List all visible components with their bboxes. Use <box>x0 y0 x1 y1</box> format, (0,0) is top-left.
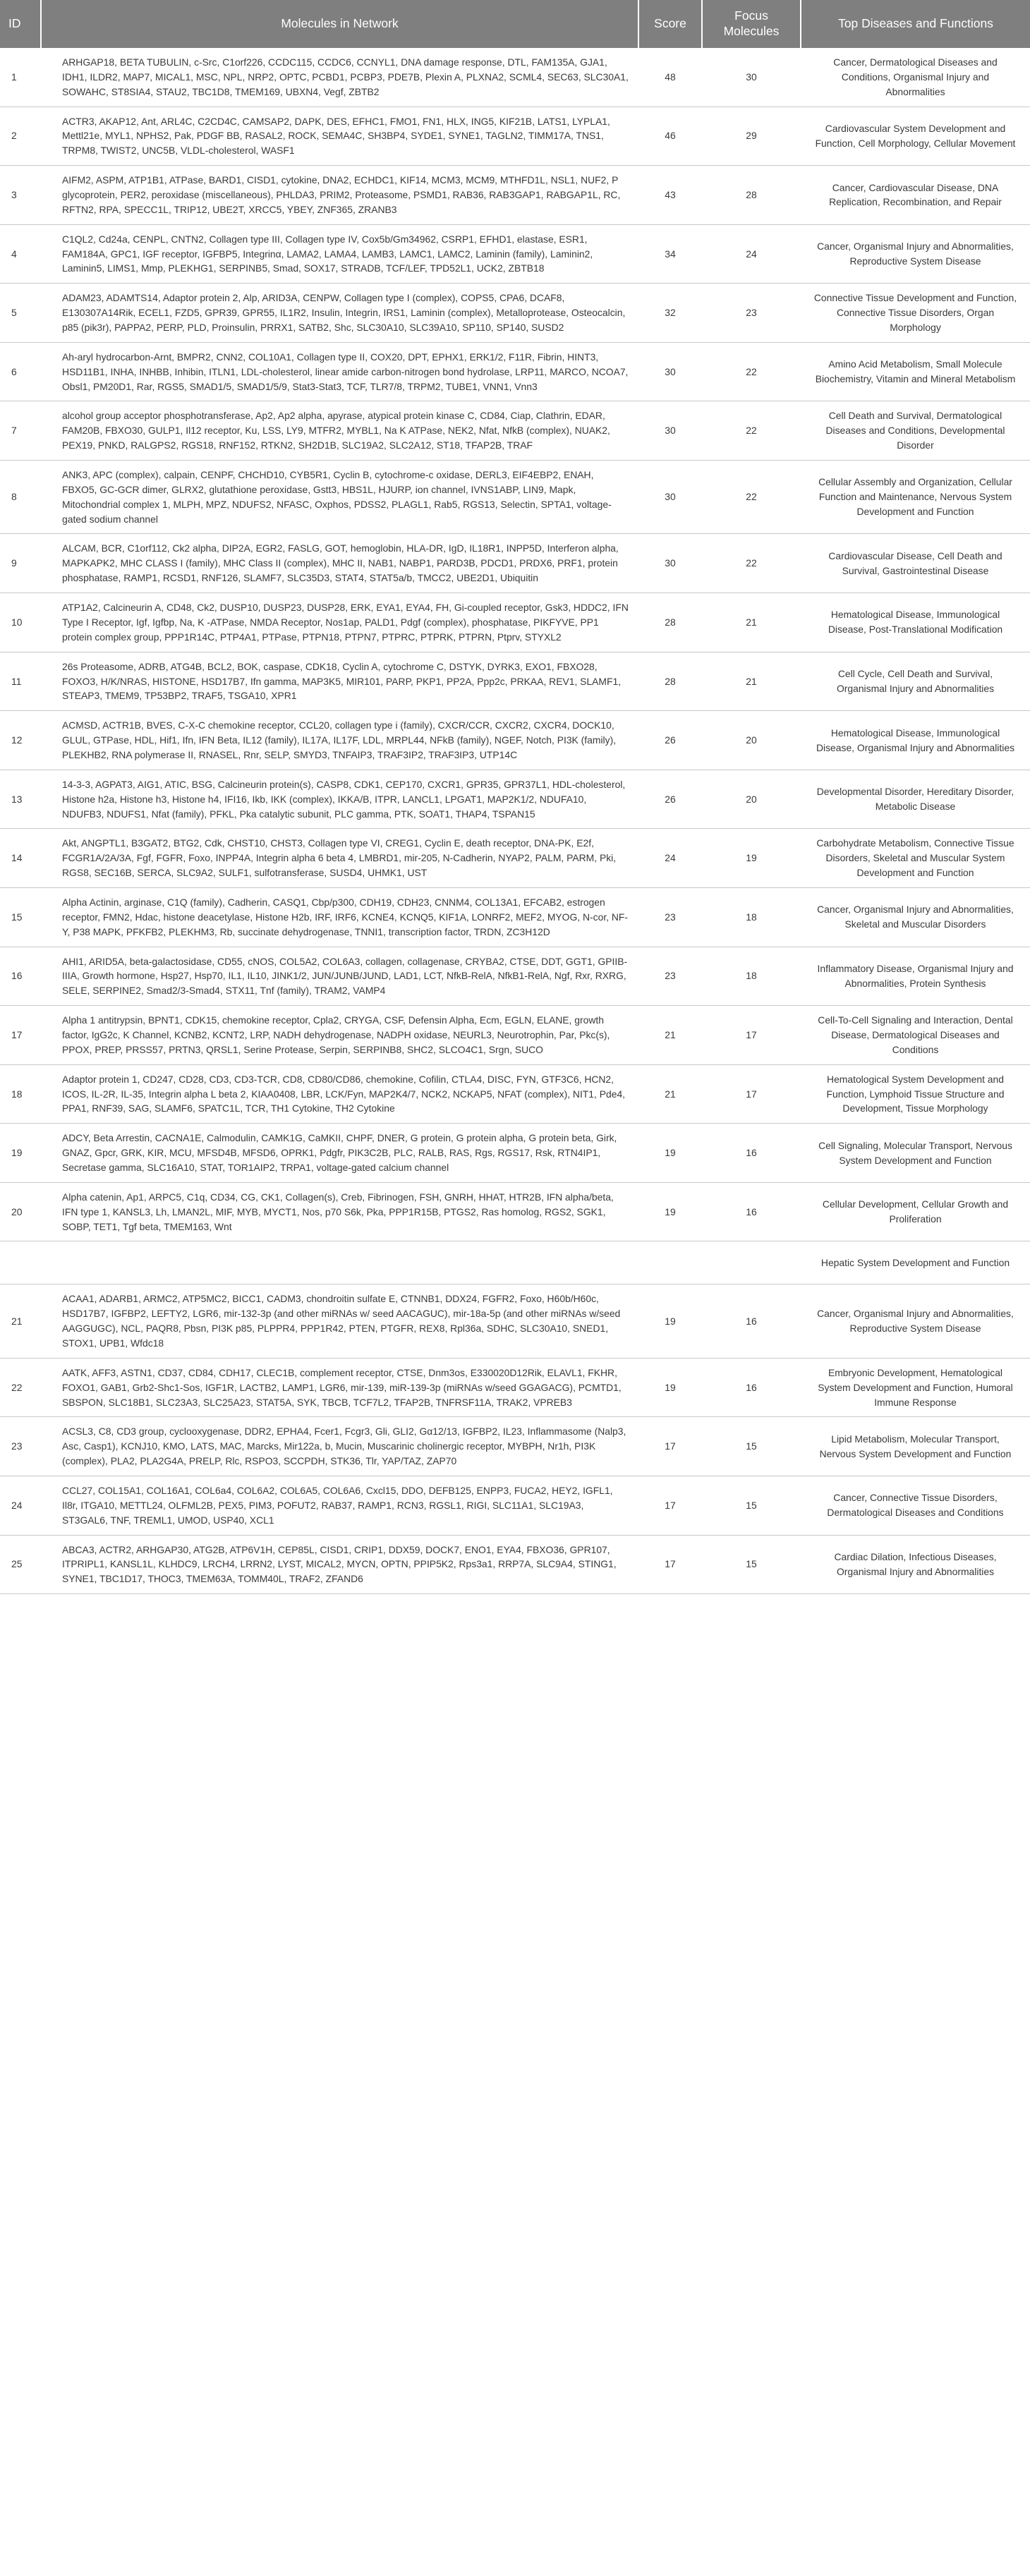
row-score: 43 <box>638 166 702 225</box>
table-row <box>0 887 1030 947</box>
row-score: 28 <box>638 593 702 652</box>
row-molecules: Adaptor protein 1, CD247, CD28, CD3, CD3-TCR, CD8, CD80/CD86, chemokine, Cofilin, CTLA4, DISC, FYN, GTF3C6, HCN2, ICOS, IL-2R, IL-35, Integrin alpha L beta 2, KIAA0408, LBR, LCK/Fyn, MAP2K4/7, NCK2, NCKAP5, NFAT (complex), NIT1, Pde4, PPA1, RNF39, SAG, SLAMF6, SPATC1L, TCR, TH1 Cytokine, TH2 Cytokine <box>41 1064 638 1124</box>
row-id: 8 <box>0 461 41 534</box>
table-row <box>0 593 1030 652</box>
row-focus-molecules: 18 <box>702 947 801 1006</box>
row-diseases: Cell Cycle, Cell Death and Survival, Organismal Injury and Abnormalities <box>801 652 1030 711</box>
row-diseases: Cancer, Organismal Injury and Abnormalities, Reproductive System Disease <box>801 224 1030 284</box>
header-id: ID <box>0 0 41 48</box>
table-row <box>0 1535 1030 1594</box>
row-id: 11 <box>0 652 41 711</box>
row-score: 34 <box>638 224 702 284</box>
table-row <box>0 1284 1030 1358</box>
row-score: 24 <box>638 829 702 888</box>
row-focus-molecules: 19 <box>702 829 801 888</box>
row-score: 26 <box>638 770 702 829</box>
table-row <box>0 342 1030 401</box>
row-diseases: Cancer, Cardiovascular Disease, DNA Replication, Recombination, and Repair <box>801 166 1030 225</box>
table-header <box>0 0 1030 48</box>
row-id: 17 <box>0 1006 41 1065</box>
row-diseases: Hematological Disease, Immunological Disease, Organismal Injury and Abnormalities <box>801 711 1030 770</box>
row-id <box>0 1241 41 1284</box>
row-focus-molecules <box>702 1241 801 1284</box>
row-focus-molecules: 24 <box>702 224 801 284</box>
row-molecules: AATK, AFF3, ASTN1, CD37, CD84, CDH17, CLEC1B, complement receptor, CTSE, Dnm3os, E330020D12Rik, ELAVL1, FKHR, FOXO1, GAB1, Grb2-Shc1-Sos, IGF1R, LACTB2, LAMP1, LGR6, mir-139, miR-139-3p (miRNAs w/seed GGAGACG), PCMTD1, SBSPON, SLC18B1, SLC23A3, SLC25A23, STAT5A, SYK, TBCB, TCF7L2, TFAP2B, TNFRSF11A, TRAK2, VPREB3 <box>41 1358 638 1417</box>
table-row <box>0 1241 1030 1284</box>
table-row <box>0 1358 1030 1417</box>
row-molecules: ALCAM, BCR, C1orf112, Ck2 alpha, DIP2A, EGR2, FASLG, GOT, hemoglobin, HLA-DR, IgD, IL18R1, INPP5D, Interferon alpha, MAPKAPK2, MHC CLASS I (family), MHC Class II (complex), MHC II, NAB1, NABP1, PARD3B, PDCD1, PRDX6, PRF1, protein phosphatase, RAMP1, RCSD1, RNF126, SLAMF7, SLC35D3, STAT4, STAT5a/b, TMCC2, UBE2D1, Ubiquitin <box>41 534 638 593</box>
row-focus-molecules: 22 <box>702 342 801 401</box>
row-molecules: ADAM23, ADAMTS14, Adaptor protein 2, Alp, ARID3A, CENPW, Collagen type I (complex), COPS5, CPA6, DCAF8, E130307A14Rik, ECEL1, FZD5, GPR39, GPR55, IL1R2, Insulin, Integrin, IRS1, Laminin (complex), Metalloprotease, Osteocalcin, p85 (pik3r), PAPPA2, PERP, PLD, Proinsulin, PRRX1, SATB2, Shc, SLC30A10, SLC39A10, SP110, SP140, SUSD2 <box>41 284 638 343</box>
table-row <box>0 1182 1030 1241</box>
row-score: 19 <box>638 1358 702 1417</box>
row-id: 18 <box>0 1064 41 1124</box>
row-diseases: Cellular Development, Cellular Growth and Proliferation <box>801 1182 1030 1241</box>
row-id: 12 <box>0 711 41 770</box>
row-id: 20 <box>0 1182 41 1241</box>
row-focus-molecules: 16 <box>702 1124 801 1183</box>
row-diseases: Inflammatory Disease, Organismal Injury and Abnormalities, Protein Synthesis <box>801 947 1030 1006</box>
row-score: 17 <box>638 1535 702 1594</box>
row-diseases: Amino Acid Metabolism, Small Molecule Biochemistry, Vitamin and Mineral Metabolism <box>801 342 1030 401</box>
row-id: 16 <box>0 947 41 1006</box>
row-diseases: Cell Signaling, Molecular Transport, Nervous System Development and Function <box>801 1124 1030 1183</box>
row-molecules: ABCA3, ACTR2, ARHGAP30, ATG2B, ATP6V1H, CEP85L, CISD1, CRIP1, DDX59, DOCK7, ENO1, EYA4, FBXO36, GPR107, ITPRIPL1, KANSL1L, KLHDC9, LRCH4, LRRN2, LYST, MICAL2, MYCN, OPTN, PPIP5K2, Rps3a1, RRP7A, SLC9A4, STING1, SYNE1, TBC1D17, THOC3, TMEM63A, TOMM40L, TRAF2, ZFAND6 <box>41 1535 638 1594</box>
row-id: 22 <box>0 1358 41 1417</box>
row-focus-molecules: 15 <box>702 1417 801 1476</box>
header-top-diseases: Top Diseases and Functions <box>801 0 1030 48</box>
row-id: 3 <box>0 166 41 225</box>
row-score: 19 <box>638 1182 702 1241</box>
table-row <box>0 534 1030 593</box>
row-focus-molecules: 16 <box>702 1358 801 1417</box>
row-diseases: Hepatic System Development and Function <box>801 1241 1030 1284</box>
header-score: Score <box>638 0 702 48</box>
header-focus-molecules: Focus Molecules <box>702 0 801 48</box>
row-score: 23 <box>638 887 702 947</box>
row-molecules: ACAA1, ADARB1, ARMC2, ATP5MC2, BICC1, CADM3, chondroitin sulfate E, CTNNB1, DDX24, FGFR2, Foxo, H60b/H60c, HSD17B7, IGFBP2, LEFTY2, LGR6, mir-132-3p (and other miRNAs w/ seed AACAGUC), mir-18a-5p (and other miRNAs w/seed AAGGUGC), NCL, PAQR8, Pbsn, PI3K p85, PLPPR4, PPP1R42, PTEN, PTGFR, REX8, Rpl36a, SDHC, SLC30A10, SNED1, STOX1, UPB1, Wfdc18 <box>41 1284 638 1358</box>
row-molecules: ACSL3, C8, CD3 group, cyclooxygenase, DDR2, EPHA4, Fcer1, Fcgr3, Gli, GLI2, Gα12/13, IGFBP2, IL23, Inflammasome (Nalp3, Asc, Casp1), KCNJ10, KMO, LATS, MAC, Marcks, Mir122a, b, Mucin, Muscarinic cholinergic receptor, MYBPH, Nr1h, PI3K (complex), PLA2, PLA2G4A, PRELP, Rlc, RSPO3, SCCPDH, STK36, Tlr, YAP/TAZ, ZAP70 <box>41 1417 638 1476</box>
row-score: 19 <box>638 1284 702 1358</box>
header-row <box>0 0 1030 48</box>
row-molecules: AHI1, ARID5A, beta-galactosidase, CD55, cNOS, COL5A2, COL6A3, collagen, collagenase, CRYBA2, CTSE, DDT, GGT1, GPIIB-IIIA, Growth hormone, Hsp27, Hsp70, IL1, IL10, JINK1/2, JUN/JUNB/JUND, LAD1, LCT, NfkB-RelA, NfkB1-RelA, Ngf, Rxr, RXRG, SELE, SERPINE2, Smad2/3-Smad4, STX11, Tnf (family), TRAM2, VAMP4 <box>41 947 638 1006</box>
table-row <box>0 1124 1030 1183</box>
row-molecules: CCL27, COL15A1, COL16A1, COL6a4, COL6A2, COL6A5, COL6A6, Cxcl15, DDO, DEFB125, ENPP3, FUCA2, HEY2, IGFL1, Il8r, ITGA10, METTL24, OLFML2B, PEX5, PIM3, POFUT2, RAB37, RAMP1, RCN3, RGSL1, RIGI, SLC11A1, SLC19A3, ST3GAL6, TNF, TREML1, UMOD, USP40, XCL1 <box>41 1476 638 1536</box>
table-row <box>0 652 1030 711</box>
row-molecules: AIFM2, ASPM, ATP1B1, ATPase, BARD1, CISD1, cytokine, DNA2, ECHDC1, KIF14, MCM3, MCM9, MTHFD1L, NSL1, NUF2, P glycoprotein, PER2, peroxidase (miscellaneous), PHLDA3, PRIM2, Proteasome, PSMD1, RAB36, RAB3GAP1, RABGAP1L, RC, RFTN2, RPA, SPECC1L, TRIP12, UBE2T, XRCC5, YBEY, ZNF365, ZRANB3 <box>41 166 638 225</box>
row-molecules: alcohol group acceptor phosphotransferase, Ap2, Ap2 alpha, apyrase, atypical protein kinase C, CD84, Ciap, Clathrin, EDAR, FAM20B, FBXO30, GULP1, Il12 receptor, Ku, LSS, LY9, MTFR2, MYBL1, Na K ATPase, NEK2, Nfat, NfkB (complex), NUAK2, PEX19, PNKD, RALGPS2, RGS18, RNF152, RTKN2, SH2D1B, SLC19A2, SLC2A12, ST18, TFAP2B, TRAF <box>41 401 638 461</box>
row-diseases: Developmental Disorder, Hereditary Disorder, Metabolic Disease <box>801 770 1030 829</box>
row-focus-molecules: 23 <box>702 284 801 343</box>
table-row <box>0 947 1030 1006</box>
row-score: 30 <box>638 534 702 593</box>
row-diseases: Cancer, Dermatological Diseases and Conditions, Organismal Injury and Abnormalities <box>801 48 1030 107</box>
row-focus-molecules: 28 <box>702 166 801 225</box>
row-molecules: ANK3, APC (complex), calpain, CENPF, CHCHD10, CYB5R1, Cyclin B, cytochrome-c oxidase, DERL3, EIF4EBP2, ENAH, FBXO5, GC-GCR dimer, GLRX2, glutathione peroxidase, Gstt3, HBS1L, HJURP, ion channel, IVNS1ABP, LIN9, Mapk, Mitochondrial complex 1, MLPH, MPZ, NDUFS2, NFASC, Oxphos, PDSS2, PLAGL1, Rab5, RGS13, Selectin, SPTA1, voltage-gated sodium channel <box>41 461 638 534</box>
row-id: 15 <box>0 887 41 947</box>
row-focus-molecules: 15 <box>702 1535 801 1594</box>
header-molecules: Molecules in Network <box>41 0 638 48</box>
table-row <box>0 224 1030 284</box>
row-diseases: Cancer, Connective Tissue Disorders, Dermatological Diseases and Conditions <box>801 1476 1030 1536</box>
row-score: 46 <box>638 107 702 166</box>
row-score: 21 <box>638 1064 702 1124</box>
row-score: 32 <box>638 284 702 343</box>
row-id: 1 <box>0 48 41 107</box>
row-molecules: ADCY, Beta Arrestin, CACNA1E, Calmodulin, CAMK1G, CaMKII, CHPF, DNER, G protein, G protein alpha, G protein beta, Girk, GNAZ, Gpcr, GRK, KIR, MCU, MFSD4B, MFSD6, OPRK1, Pdgfr, PIK3C2B, PLC, RALB, RAS, Rgs, RGS17, Rsk, RTN4IP1, Secretase gamma, SLC16A10, STAT, TOR1AIP2, TRPA1, voltage-gated calcium channel <box>41 1124 638 1183</box>
row-diseases: Cell-To-Cell Signaling and Interaction, Dental Disease, Dermatological Diseases and Conditions <box>801 1006 1030 1065</box>
row-focus-molecules: 29 <box>702 107 801 166</box>
row-diseases: Hematological Disease, Immunological Disease, Post-Translational Modification <box>801 593 1030 652</box>
table-row <box>0 166 1030 225</box>
row-id: 7 <box>0 401 41 461</box>
row-score: 17 <box>638 1417 702 1476</box>
table-row <box>0 401 1030 461</box>
row-id: 6 <box>0 342 41 401</box>
row-focus-molecules: 15 <box>702 1476 801 1536</box>
row-molecules: 14-3-3, AGPAT3, AIG1, ATIC, BSG, Calcineurin protein(s), CASP8, CDK1, CEP170, CXCR1, GPR35, GPR37L1, HDL-cholesterol, Histone h2a, Histone h3, Histone h4, IFI16, Ikb, IKK (complex), IKKA/B, ITPR, LANCL1, LPGAT1, MAP2K1/2, NDUFA10, NDUFB3, NDUFS1, Nfat (family), PFKL, Pka catalytic subunit, PLC gamma, PTK, SOAT1, THAP4, TSPAN15 <box>41 770 638 829</box>
row-id: 21 <box>0 1284 41 1358</box>
row-id: 23 <box>0 1417 41 1476</box>
table-row <box>0 829 1030 888</box>
row-focus-molecules: 21 <box>702 593 801 652</box>
row-score: 28 <box>638 652 702 711</box>
row-diseases: Carbohydrate Metabolism, Connective Tissue Disorders, Skeletal and Muscular System Development and Function <box>801 829 1030 888</box>
table-row <box>0 711 1030 770</box>
table-row <box>0 461 1030 534</box>
row-focus-molecules: 20 <box>702 770 801 829</box>
row-focus-molecules: 21 <box>702 652 801 711</box>
row-molecules: Ah-aryl hydrocarbon-Arnt, BMPR2, CNN2, COL10A1, Collagen type II, COX20, DPT, EPHX1, ERK1/2, F11R, Fibrin, HINT3, HSD11B1, INHA, INHBB, Inhibin, ITLN1, LDL-cholesterol, linear amide carbon-nitrogen bond hydrolase, LRP11, MARCO, NCOA7, Obsl1, PM20D1, Rar, RGS5, SMAD1/5, SMAD1/5/9, Stat3-Stat3, TCF, TLR7/8, TRPM2, TUBE1, VNN1, Vnn3 <box>41 342 638 401</box>
row-score: 48 <box>638 48 702 107</box>
row-id: 14 <box>0 829 41 888</box>
row-id: 4 <box>0 224 41 284</box>
row-focus-molecules: 17 <box>702 1064 801 1124</box>
row-score: 26 <box>638 711 702 770</box>
row-id: 9 <box>0 534 41 593</box>
row-score: 30 <box>638 342 702 401</box>
table-row <box>0 284 1030 343</box>
row-score <box>638 1241 702 1284</box>
row-molecules: C1QL2, Cd24a, CENPL, CNTN2, Collagen type III, Collagen type IV, Cox5b/Gm34962, CSRP1, EFHD1, elastase, ESR1, FAM184A, GPC1, IGF receptor, IGFBP5, Integrinα, LAMA2, LAMA4, LAMB3, LAMC1, LAMC2, Laminin (family), Laminin2, Laminin5, LIMS1, Mmp, PLEKHG1, SERPINB5, Smad, SOX17, STRADB, TCF/LEF, TPD52L1, UCK2, ZBTB18 <box>41 224 638 284</box>
row-molecules: ARHGAP18, BETA TUBULIN, c-Src, C1orf226, CCDC115, CCDC6, CCNYL1, DNA damage response, DTL, FAM135A, GJA1, IDH1, ILDR2, MAP7, MICAL1, MSC, NPL, NRP2, OPTC, PCBD1, PCBP3, PDE7B, Plexin A, PLXNA2, SCML4, SEC63, SLC30A1, SOWAHC, ST8SIA4, STAU2, TBC1D8, TMEM169, UBXN4, Vegf, ZBTB2 <box>41 48 638 107</box>
table-row <box>0 1006 1030 1065</box>
row-molecules: Alpha catenin, Ap1, ARPC5, C1q, CD34, CG, CK1, Collagen(s), Creb, Fibrinogen, FSH, GNRH, HHAT, HTR2B, IFN alpha/beta, IFN type 1, KANSL3, Lh, LMAN2L, MIF, MYB, MYCT1, Nos, p70 S6k, Pka, PPP1R15B, PTGS2, Ras homolog, RGS2, SGK1, SOBP, TET1, Tgf beta, TMEM163, Wnt <box>41 1182 638 1241</box>
row-focus-molecules: 22 <box>702 461 801 534</box>
row-focus-molecules: 16 <box>702 1284 801 1358</box>
row-focus-molecules: 22 <box>702 534 801 593</box>
table-body <box>0 48 1030 1594</box>
row-focus-molecules: 22 <box>702 401 801 461</box>
row-molecules: Alpha Actinin, arginase, C1Q (family), Cadherin, CASQ1, Cbp/p300, CDH19, CDH23, CNNM4, COL13A1, EFCAB2, estrogen receptor, FMN2, Hdac, histone deacetylase, Histone H2b, IRF, IRF6, KCNE4, KCNQ5, KIF1A, LONRF2, MEF2, MYOG, N-cor, NF-Y, P38 MAPK, PFKFB2, PLEKHM3, Rb, succinate dehydrogenase, TNNI1, transcription factor, TRDN, ZC3H12D <box>41 887 638 947</box>
row-diseases: Cancer, Organismal Injury and Abnormalities, Reproductive System Disease <box>801 1284 1030 1358</box>
row-focus-molecules: 17 <box>702 1006 801 1065</box>
row-id: 5 <box>0 284 41 343</box>
row-diseases: Cell Death and Survival, Dermatological Diseases and Conditions, Developmental Disorder <box>801 401 1030 461</box>
row-id: 13 <box>0 770 41 829</box>
row-diseases: Cancer, Organismal Injury and Abnormalities, Skeletal and Muscular Disorders <box>801 887 1030 947</box>
row-molecules <box>41 1241 638 1284</box>
row-focus-molecules: 30 <box>702 48 801 107</box>
row-molecules: Akt, ANGPTL1, B3GAT2, BTG2, Cdk, CHST10, CHST3, Collagen type VI, CREG1, Cyclin E, death receptor, DNA-PK, E2f, FCGR1A/2A/3A, Fgf, FGFR, Foxo, INPP4A, Integrin alpha 6 beta 4, LMBRD1, mir-205, N-Cadherin, NYAP2, PALM, PARM, Pki, RGS8, SEC16B, SERCA, SLC9A2, SULF1, sulfotransferase, SUSD4, UHMK1, UST <box>41 829 638 888</box>
row-molecules: Alpha 1 antitrypsin, BPNT1, CDK15, chemokine receptor, Cpla2, CRYGA, CSF, Defensin Alpha, Ecm, EGLN, ELANE, growth factor, IgG2c, K Channel, KCNB2, KCNT2, LRP, NADH dehydrogenase, NADPH oxidase, NEURL3, Neurotrophin, Par, Pkc(s), PPOX, PREP, PRSS57, PRTN3, QRSL1, Serine Protease, Serpin, SERPINB8, SHC2, SLCO4C1, Srgn, SUCO <box>41 1006 638 1065</box>
row-diseases: Cellular Assembly and Organization, Cellular Function and Maintenance, Nervous System Development and Function <box>801 461 1030 534</box>
row-diseases: Hematological System Development and Function, Lymphoid Tissue Structure and Development, Tissue Morphology <box>801 1064 1030 1124</box>
row-molecules: ACTR3, AKAP12, Ant, ARL4C, C2CD4C, CAMSAP2, DAPK, DES, EFHC1, FMO1, FN1, HLX, ING5, KIF21B, LATS1, LYPLA1, Mettl21e, MYL1, NPHS2, Pak, PDGF BB, RASAL2, ROCK, SEMA4C, SH3BP4, SYDE1, SYNE1, TAGLN2, TIMM17A, TNS1, TRPM8, TWIST2, UNC5B, VLDL-cholesterol, WASF1 <box>41 107 638 166</box>
row-diseases: Connective Tissue Development and Function, Connective Tissue Disorders, Organ Morphology <box>801 284 1030 343</box>
table-row <box>0 1476 1030 1536</box>
row-id: 19 <box>0 1124 41 1183</box>
row-id: 2 <box>0 107 41 166</box>
row-focus-molecules: 18 <box>702 887 801 947</box>
table-row <box>0 1417 1030 1476</box>
row-score: 30 <box>638 401 702 461</box>
row-molecules: ATP1A2, Calcineurin A, CD48, Ck2, DUSP10, DUSP23, DUSP28, ERK, EYA1, EYA4, FH, Gi-coupled receptor, Gsk3, HDDC2, IFN Type I Receptor, Igf, Igfbp, Na, K -ATPase, NMDA Receptor, Nos1ap, PALD1, Pdgf (complex), phosphatase, PIKFYVE, PP1 protein complex group, PPP1R14C, PTP4A1, PTPase, PTPN18, PTPN7, PTPRC, PTPRK, PTPRN, Ptprv, STYXL2 <box>41 593 638 652</box>
row-score: 30 <box>638 461 702 534</box>
row-focus-molecules: 16 <box>702 1182 801 1241</box>
row-molecules: 26s Proteasome, ADRB, ATG4B, BCL2, BOK, caspase, CDK18, Cyclin A, cytochrome C, DSTYK, DYRK3, EXO1, FBXO28, FOXO3, H/K/NRAS, HISTONE, HSD17B7, Ifn gamma, MAP3K5, MIR101, PARP, PKP1, PP2A, Ppp2c, PRKAA, REV1, SLAMF1, STEAP3, TMEM9, TP53BP2, TRAF5, TSGA10, XPR1 <box>41 652 638 711</box>
row-score: 21 <box>638 1006 702 1065</box>
table-row <box>0 770 1030 829</box>
row-diseases: Lipid Metabolism, Molecular Transport, Nervous System Development and Function <box>801 1417 1030 1476</box>
row-id: 10 <box>0 593 41 652</box>
row-diseases: Cardiac Dilation, Infectious Diseases, Organismal Injury and Abnormalities <box>801 1535 1030 1594</box>
row-score: 23 <box>638 947 702 1006</box>
row-focus-molecules: 20 <box>702 711 801 770</box>
row-id: 25 <box>0 1535 41 1594</box>
row-score: 19 <box>638 1124 702 1183</box>
table-row <box>0 107 1030 166</box>
table-row <box>0 1064 1030 1124</box>
row-diseases: Embryonic Development, Hematological System Development and Function, Humoral Immune Response <box>801 1358 1030 1417</box>
row-diseases: Cardiovascular System Development and Function, Cell Morphology, Cellular Movement <box>801 107 1030 166</box>
row-score: 17 <box>638 1476 702 1536</box>
row-molecules: ACMSD, ACTR1B, BVES, C-X-C chemokine receptor, CCL20, collagen type i (family), CXCR/CCR, CXCR2, CXCR4, DOCK10, GLUL, GTPase, HDL, Hif1, Ifn, IFN Beta, IL12 (family), IL17A, IL17F, LDL, MRPL44, NFkB (family), NGEF, Notch, PI3K (family), PLEKHB2, RNA polymerase II, RNASEL, Rnr, SELP, SMYD3, TNFAIP3, TRAF3IP2, TRAF3IP3, UTP14C <box>41 711 638 770</box>
table-row <box>0 48 1030 107</box>
row-id: 24 <box>0 1476 41 1536</box>
row-diseases: Cardiovascular Disease, Cell Death and Survival, Gastrointestinal Disease <box>801 534 1030 593</box>
